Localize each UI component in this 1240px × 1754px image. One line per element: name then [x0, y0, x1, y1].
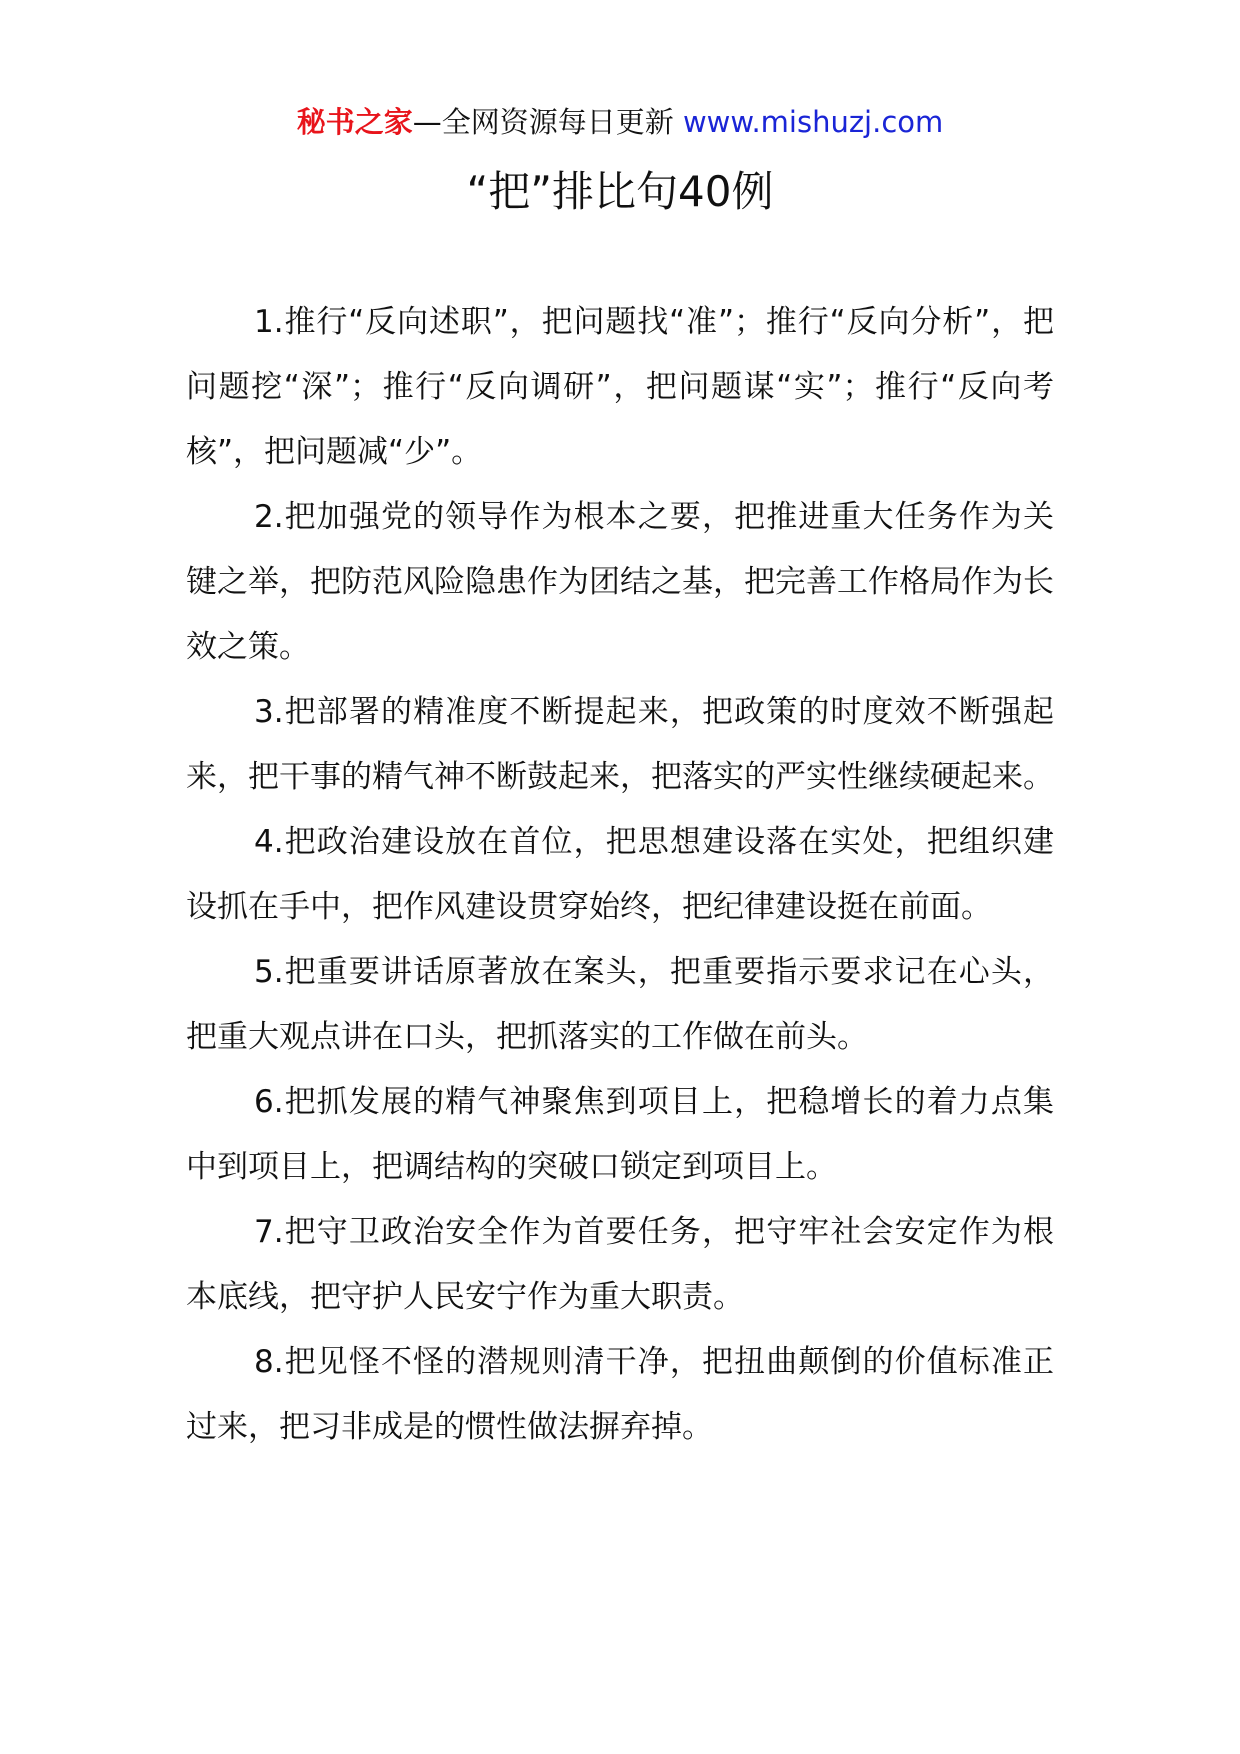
website-link[interactable]: www.mishuzj.com [682, 105, 944, 139]
header-tagline: —全网资源每日更新 [412, 105, 674, 139]
paragraph-2: 2.把加强党的领导作为根本之要，把推进重大任务作为关键之举，把防范风险隐患作为团结之基，把完善工作格局作为长效之策。 [186, 499, 1054, 665]
paragraph-4: 4.把政治建设放在首位，把思想建设落在实处，把组织建设抓在手中，把作风建设贯穿始终，把纪律建设挺在前面。 [186, 824, 1054, 925]
document-title: “把”排比句40例 [466, 167, 774, 216]
paragraph-8: 8.把见怪不怪的潜规则清干净，把扭曲颠倒的价值标准正过来，把习非成是的惯性做法摒弃掉。 [186, 1344, 1054, 1445]
paragraph-6: 6.把抓发展的精气神聚焦到项目上，把稳增长的着力点集中到项目上，把调结构的突破口锁定到项目上。 [186, 1084, 1054, 1185]
paragraph-1: 1.推行“反向述职”，把问题找“准”；推行“反向分析”，把问题挖“深”；推行“反向调研”，把问题谋“实”；推行“反向考核”，把问题减“少”。 [186, 304, 1054, 470]
document-body [186, 290, 1054, 1460]
paragraph-3: 3.把部署的精准度不断提起来，把政策的时度效不断强起来，把干事的精气神不断鼓起来，把落实的严实性继续硬起来。 [186, 694, 1054, 795]
brand-name: 秘书之家 [296, 105, 413, 139]
paragraph-7: 7.把守卫政治安全作为首要任务，把守牢社会安定作为根本底线，把守护人民安宁作为重大职责。 [186, 1214, 1054, 1315]
paragraph-5: 5.把重要讲话原著放在案头，把重要指示要求记在心头，把重大观点讲在口头，把抓落实的工作做在前头。 [186, 954, 1054, 1055]
site-header [0, 102, 1240, 142]
